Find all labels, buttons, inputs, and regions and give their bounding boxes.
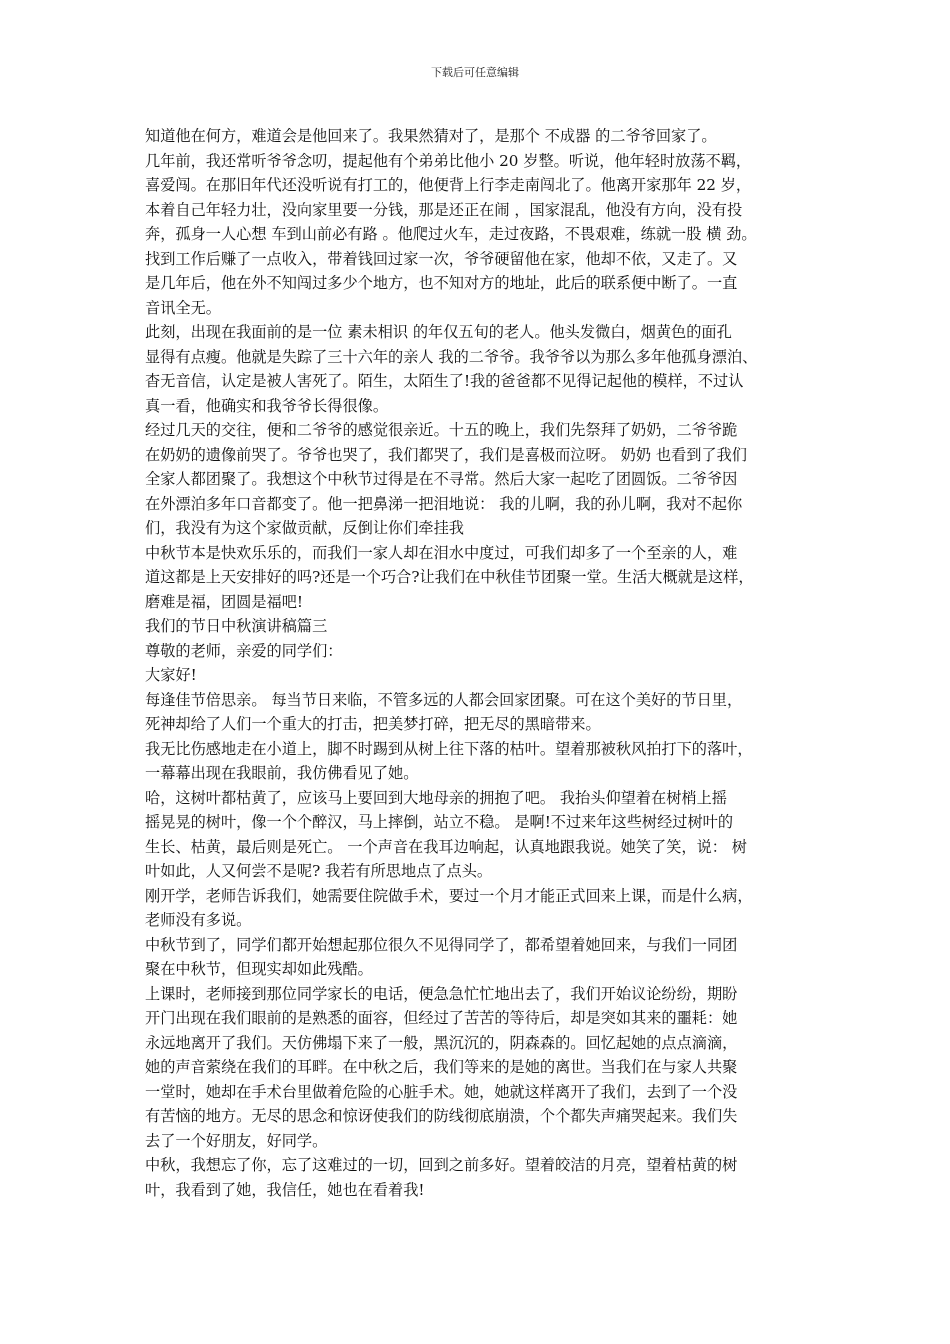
text-line: 中秋，我想忘了你，忘了这难过的一切，回到之前多好。望着皎洁的月亮，望着枯黄的树 [145, 1156, 738, 1174]
text-line: 叶如此，人又何尝不是呢? 我若有所思地点了点头。 [145, 862, 493, 880]
text-line: 显得有点瘦。他就是失踪了三十六年的亲人 我的二爷爷。我爷爷以为那么多年他孤身漂泊、 [145, 347, 758, 366]
text-line: 几年前，我还常听爷爷念叨，提起他有个弟弟比他小 20 岁整。听说，他年轻时放荡不羁， [145, 151, 752, 170]
text-line: 中秋节到了，同学们都开始想起那位很久不见得同学了，都希望着她回来，与我们一同团 [145, 935, 738, 954]
text-line: 我们的节日中秋演讲稿篇三 [145, 617, 328, 635]
text-line: 在奶奶的遗像前哭了。爷爷也哭了，我们都哭了，我们是喜极而泣呀。 奶奶 也看到了我们 [145, 445, 747, 464]
text-line: 她的声音萦绕在我们的耳畔。在中秋之后，我们等来的是她的离世。当我们在与家人共聚 [145, 1058, 738, 1076]
text-line: 叶，我看到了她，我信任，她也在看着我! [145, 1180, 425, 1199]
paragraph [145, 639, 815, 664]
text-line: 我无比伤感地走在小道上，脚不时踢到从树上往下落的枯叶。望着那被秋风拍打下的落叶， [145, 739, 753, 758]
document-body [145, 124, 815, 1202]
text-line: 聚在中秋节，但现实却如此残酷。 [145, 960, 373, 978]
paragraph [145, 688, 815, 737]
text-line: 本着自己年轻力壮，没向家里要一分钱，那是还正在闹 ，国家混乱，他没有方向，没有投 [145, 200, 743, 219]
paragraph [145, 320, 815, 418]
text-line: 上课时，老师接到那位同学家长的电话，便急急忙忙地出去了，我们开始议论纷纷，期盼 [145, 984, 738, 1003]
text-line: 生长、枯黄，最后则是死亡。 一个声音在我耳边响起，认真地跟我说。她笑了笑，说： 树 [145, 837, 747, 856]
text-line: 刚开学，老师告诉我们，她需要住院做手术，要过一个月才能正式回来上课，而是什么病， [145, 886, 753, 905]
text-line: 尊敬的老师，亲爱的同学们： [145, 641, 343, 660]
text-line: 真一看，他确实和我爷爷长得很像。 [145, 396, 388, 415]
paragraph [145, 124, 815, 149]
text-line: 一幕幕出现在我眼前，我仿佛看见了她。 [145, 764, 419, 782]
text-line: 磨难是福，团圆是福吧! [145, 592, 303, 611]
text-line: 们，我没有为这个家做贡献，反倒让你们牵挂我 [145, 519, 464, 537]
paragraph [145, 614, 815, 639]
page-header: 下载后可任意编辑 [431, 66, 519, 79]
text-line: 去了一个好朋友，好同学。 [145, 1131, 328, 1150]
paragraph [145, 663, 815, 688]
paragraph [145, 541, 815, 615]
text-line: 每逢佳节倍思亲。 每当节日来临，不管多远的人都会回家团聚。可在这个美好的节日里， [145, 690, 743, 709]
paragraph [145, 149, 815, 321]
paragraph [145, 933, 815, 982]
text-line: 开门出现在我们眼前的是熟悉的面容，但经过了苦苦的等待后，却是突如其来的噩耗：她 [145, 1009, 738, 1027]
text-line: 老师没有多说。 [145, 911, 252, 929]
text-line: 永远地离开了我们。天仿佛塌下来了一般，黑沉沉的，阴森森的。回忆起她的点点滴滴， [145, 1033, 738, 1052]
text-line: 知道他在何方，难道会是他回来了。我果然猜对了，是那个 不成器 的二爷爷回家了。 [145, 127, 717, 145]
text-line: 奔，孤身一人心想 车到山前必有路 。他爬过火车，走过夜路，不畏艰难，练就一股 横 劲。 [145, 225, 757, 243]
text-line: 摇晃晃的树叶，像一个个醉汉，马上摔倒，站立不稳。 是啊!不过来年这些树经过树叶的 [145, 813, 734, 831]
paragraph [145, 884, 815, 933]
text-line: 死神却给了人们一个重大的打击，把美梦打碎，把无尽的黑暗带来。 [145, 715, 601, 733]
text-line: 杳无音信，认定是被人害死了。陌生，太陌生了!我的爸爸都不见得记起他的模样，不过认 [145, 372, 744, 390]
text-line: 此刻，出现在我面前的是一位 素未相识 的年仅五旬的老人。他头发微白，烟黄色的面孔 [145, 323, 732, 341]
text-line: 在外漂泊多年口音都变了。他一把鼻涕一把泪地说： 我的儿啊，我的孙儿啊，我对不起你 [145, 494, 743, 513]
text-line: 中秋节本是快欢乐乐的，而我们一家人却在泪水中度过，可我们却多了一个至亲的人，难 [145, 543, 738, 562]
paragraph [145, 737, 815, 786]
text-line: 是几年后，他在外不知闯过多少个地方，也不知对方的地址，此后的联系便中断了。一直 [145, 274, 738, 292]
text-line: 道这都是上天安排好的吗?还是一个巧合?让我们在中秋佳节团聚一堂。生活大概就是这样， [145, 568, 754, 586]
text-line: 喜爱闯。在那旧年代还没听说有打工的，他便背上行李走南闯北了。他离开家那年 22 岁， [145, 176, 752, 194]
paragraph [145, 418, 815, 541]
text-line: 经过几天的交往，便和二爷爷的感觉很亲近。十五的晚上，我们先祭拜了奶奶，二爷爷跪 [145, 421, 738, 439]
text-line: 全家人都团聚了。我想这个中秋节过得是在不寻常。然后大家一起吃了团圆饭。二爷爷因 [145, 470, 738, 488]
text-line: 找到工作后赚了一点收入，带着钱回过家一次，爷爷硬留他在家，他却不依，又走了。又 [145, 249, 738, 268]
paragraph [145, 1153, 815, 1202]
text-line: 大家好! [145, 666, 197, 684]
text-line: 有苦恼的地方。无尽的思念和惊讶使我们的防线彻底崩溃，个个都失声痛哭起来。我们失 [145, 1107, 738, 1125]
paragraph [145, 786, 815, 884]
text-line: 哈，这树叶都枯黄了，应该马上要回到大地母亲的拥抱了吧。 我抬头仰望着在树梢上摇 [145, 788, 727, 807]
text-line: 一堂时，她却在手术台里做着危险的心脏手术。她，她就这样离开了我们，去到了一个没 [145, 1082, 738, 1101]
paragraph [145, 982, 815, 1154]
text-line: 音讯全无。 [145, 298, 221, 317]
